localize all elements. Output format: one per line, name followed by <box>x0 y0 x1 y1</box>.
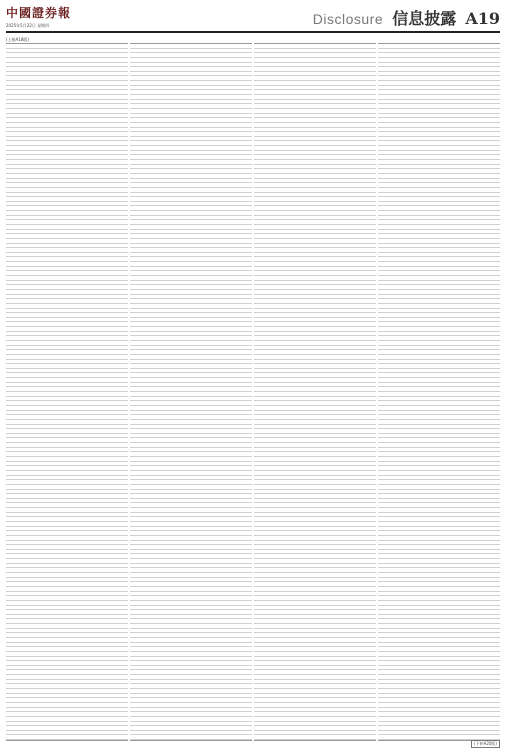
table-row <box>130 740 252 741</box>
holdings-table <box>378 44 500 741</box>
table-cell <box>231 740 242 741</box>
holdings-table <box>130 44 252 741</box>
table-cell <box>165 740 192 741</box>
holdings-table <box>6 44 128 741</box>
table-cell <box>242 740 252 741</box>
table-cell <box>68 740 107 741</box>
table-row <box>254 740 376 741</box>
table-column-block <box>254 43 376 741</box>
table-cell <box>139 740 166 741</box>
table-column-block <box>378 43 500 741</box>
section-title <box>313 6 500 29</box>
table-cell <box>263 740 290 741</box>
table-cell <box>254 740 263 741</box>
newspaper-logo: 中國證券報 <box>6 6 72 20</box>
table-cell <box>130 740 139 741</box>
table-cell <box>289 740 316 741</box>
section-title-cn: 信息披露 <box>392 9 457 28</box>
table-cell <box>15 740 42 741</box>
issue-date: 2025年5月22日 星期四 <box>6 23 50 28</box>
holdings-table <box>254 44 376 741</box>
table-row <box>6 740 128 741</box>
section-title-en: Disclosure <box>312 11 384 27</box>
table-cell <box>316 740 355 741</box>
table-cell <box>118 740 128 741</box>
header-rule <box>6 31 500 33</box>
continued-label: (上接A18版) <box>6 37 29 42</box>
table-cell <box>41 740 68 741</box>
table-cell <box>355 740 366 741</box>
table-cell <box>107 740 118 741</box>
table-columns <box>6 43 500 741</box>
table-column-block <box>130 43 252 741</box>
table-cell <box>192 740 231 741</box>
table-cell <box>366 740 376 741</box>
disclosure-table <box>6 37 500 741</box>
table-column-block <box>6 43 128 741</box>
page-number: A19 <box>465 9 500 28</box>
table-cell <box>6 740 15 741</box>
